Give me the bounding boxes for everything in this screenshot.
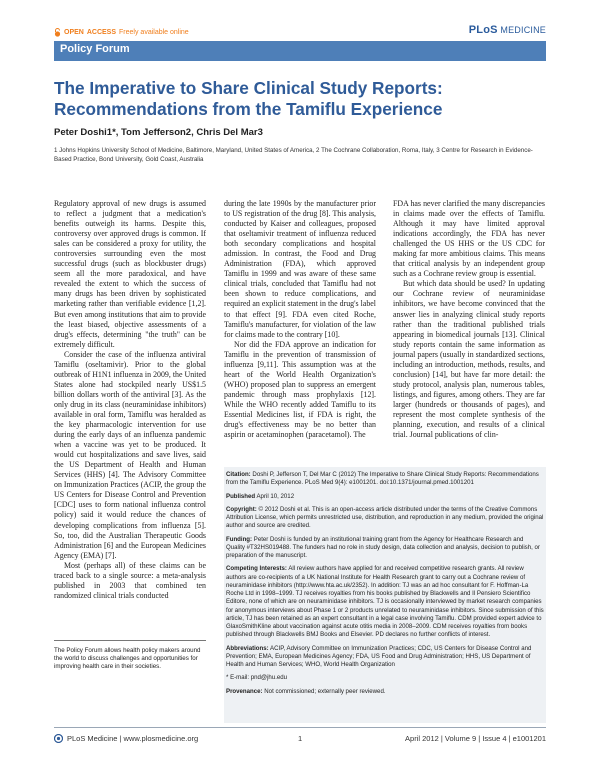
body-column-1 (54, 199, 206, 601)
copyright-label: Copyright: (226, 505, 257, 513)
affiliations: 1 Johns Hopkins University School of Medicine, Baltimore, Maryland, United States of America, 2 The Cochrane Collaboration, Roma, Italy, 3 Centre for Research in Evidence-Based Practice, Bond University, Gold Coast, Australia (54, 147, 533, 163)
abbreviations-block (226, 645, 544, 670)
page-number: 1 (298, 734, 303, 743)
competing-interests-text: All review authors have applied for and received competitive research grants. All review authors are co-recipients of a UK National Institute for Health Research grant to carry out a Cochrane review of neuraminidase inhibitors (http://www.hta.ac.uk/2352). In addition: TJ was an ad hoc consultant for F. Hoffman-La Roche Ltd in 1998–1999. TJ receives royalties from his books published by Blackwells and Il Pensiero Scientifico Editore, none of which are on neuraminidase inhibitors. TJ is occasionally interviewed by market research companies for anonymous interviews about Phase 1 or 2 products unrelated to neuraminidase inhibitors. Since submission of this article, TJ has been retained as an expert consultant in a legal case involving Tamiflu. CDM provided expert advice to GlaxoSmithKline about vaccination against acute otitis media in 2008–2009. CDM receives royalties from books published through Blackwells BMJ Books and Elsevier. PD declares no further conflicts of interest. (226, 565, 544, 639)
paragraph: during the late 1990s by the manufacturer prior to US registration of the drug [8]. This analysis, conducted by Kaiser and colleagues, proposed that oseltamivir treatment of influenza reduced both secondary complications and hospital admission. In contrast, the Food and Drug Administration (FDA), which approved Tamiflu in 1999 and was aware of these same clinical trials, concluded that Tamiflu had not been shown to reduce complications, and required an explicit statement in the drug's label to that effect [9]. FDA even cited Roche, Tamiflu's manufacturer, for violation of the law for claims made to the contrary [10]. (224, 199, 376, 339)
body-column-3 (393, 199, 545, 440)
citation-text: Doshi P, Jefferson T, Del Mar C (2012) The Imperative to Share Clinical Study Reports: Recommendations from the Tamiflu Experience. PLoS Med 9(4): e1001201. doi:10.1371/journal.pmed.1001201 (226, 471, 539, 487)
email-line: * E-mail: pnd@jhu.edu (226, 674, 288, 682)
footer-journal-text: PLoS Medicine | www.plosmedicine.org (67, 734, 199, 743)
funding-text: Peter Doshi is funded by an institutional training grant from the Agency for Healthcare Research and Quality #T32HS019488. The funders had no role in study design, data collection and analysis, decision to publish, or preparation of the manuscript. (226, 535, 540, 559)
copyright-text: © 2012 Doshi et al. This is an open-access article distributed under the terms of the Creative Commons Attribution License, which permits unrestricted use, distribution, and reproduction in any medium, provided the original author and source are credited. (226, 505, 544, 530)
provenance-text: Not commissioned; externally peer reviewed. (264, 687, 386, 695)
copyright-block (226, 506, 544, 531)
funding-block (226, 536, 544, 561)
policy-forum-note: The Policy Forum allows health policy makers around the world to discuss challenges and opportunities for improving health care in their societies. (54, 640, 206, 672)
plos-icon (54, 734, 63, 743)
article-info-text (226, 471, 544, 701)
paragraph: FDA has never clarified the many discrepancies in claims made over the effects of Tamiflu. Although it may have limited approval indications accordingly, the FDA has never challenged the US HHS or the US CDC for making far more ambitious claims. This means that critical analysis by an independent group such as a Cochrane review group is essential. (393, 199, 545, 279)
section-label: Policy Forum (60, 43, 130, 55)
paragraph: Regulatory approval of new drugs is assumed to reflect a judgment that a medication's benefits outweigh its harms. Despite this, controversy over approved drugs is common. If sales can be considered a proxy for utility, the controversies surrounding even the most successful drugs (such as blockbuster drugs) seem all the more paradoxical, and have revealed the extent to which the success of many drugs has been driven by sophisticated marketing rather than verifiable evidence [1,2]. But even among institutions that aim to provide the least biased, objective assessments of a drug's effects, determining "the truth" can be extremely difficult. (54, 199, 206, 349)
open-access-logo (54, 28, 189, 37)
body-column-2 (224, 199, 376, 440)
oa-open-label: OPEN (64, 29, 84, 36)
paragraph: Consider the case of the influenza antiviral Tamiflu (oseltamivir). Prior to the global outbreak of H1N1 influenza in 2009, the United States alone had stockpiled nearly US$1.5 billion dollars worth of the antiviral [3]. As the only drug in its class (neuraminidase inhibitors) available in oral form, Tamiflu was heralded as the key pharmacologic intervention for use during the early days of an influenza pandemic when a vaccine was yet to be produced. It would cut hospitalizations and save lives, said the US Department of Health and Human Services (HHS) [4]. The Advisory Committee on Immunization Practices (ACIP, the group the US Centers for Disease Control and Prevention [CDC] uses to form national influenza control policy) said it would reduce the chances of developing complications from influenza [5]. So, too, did the Australian Therapeutic Goods Administration [6] and the European Medicines Agency (EMA) [7]. (54, 349, 206, 560)
abbreviations-text: ACIP, Advisory Committee on Immunization Practices; CDC, US Centers for Disease Control and Prevention; EMA, European Medicines Agency; FDA, US Food and Drug Administration; HHS, US Department of Health and Human Services; WHO, World Health Organization (226, 644, 532, 668)
article-title: The Imperative to Share Clinical Study Reports: Recommendations from the Tamiflu Experience (54, 78, 443, 119)
author-list: Peter Doshi1*, Tom Jefferson2, Chris Del Mar3 (54, 127, 263, 138)
paragraph: Nor did the FDA approve an indication for Tamiflu in the prevention of transmission of influenza [9,11]. This assumption was at the heart of the World Health Organization's (WHO) proposed plan to suppress an emergent pandemic through mass prophylaxis [12]. While the WHO recently added Tamiflu to its Essential Medicines list, if FDA is right, the drug's effectiveness may be no better than aspirin or acetaminophen (paracetamol). The (224, 339, 376, 440)
paragraph: But which data should be used? In updating our Cochrane review of neuraminidase inhibitors, we have become convinced that the answer lies in analyzing clinical study reports rather than the traditional published trials appearing in biomedical journals [13]. Clinical study reports contain the same information as journal papers (usually in standardized sections, including an introduction, methods, results, and conclusion) [14], but have far more detail: the study protocol, analysis plan, numerous tables, listings, and figures, among others. They are far larger (hundreds or thousands of pages), and represent the most complete synthesis of the planning, execution, and results of a clinical trial. Journal publications of clin- (393, 279, 545, 440)
oa-free-label: Freely available online (119, 29, 189, 36)
funding-label: Funding: (226, 535, 253, 543)
provenance-block (226, 688, 544, 696)
competing-interests-label: Competing Interests: (226, 565, 287, 573)
citation-block (226, 471, 544, 488)
plos-medicine-logo (469, 24, 546, 36)
competing-interests-block (226, 565, 544, 639)
published-date: April 10, 2012 (256, 492, 295, 500)
footer-journal (54, 734, 198, 743)
abbreviations-label: Abbreviations: (226, 644, 269, 652)
open-lock-icon (54, 28, 61, 37)
footer-issue: April 2012 | Volume 9 | Issue 4 | e1001201 (405, 734, 546, 743)
citation-label: Citation: (226, 471, 251, 478)
oa-access-label: ACCESS (86, 29, 117, 36)
paragraph: Most (perhaps all) of these claims can be traced back to a single source: a meta-analysis published in 2003 that combined ten randomized clinical trials conducted (54, 560, 206, 600)
published-block (226, 493, 544, 501)
plos-sub: MEDICINE (500, 25, 546, 35)
provenance-label: Provenance: (226, 687, 263, 695)
published-label: Published (226, 492, 256, 500)
plos-brand: PLoS (468, 24, 498, 36)
footer-rule (54, 727, 546, 728)
